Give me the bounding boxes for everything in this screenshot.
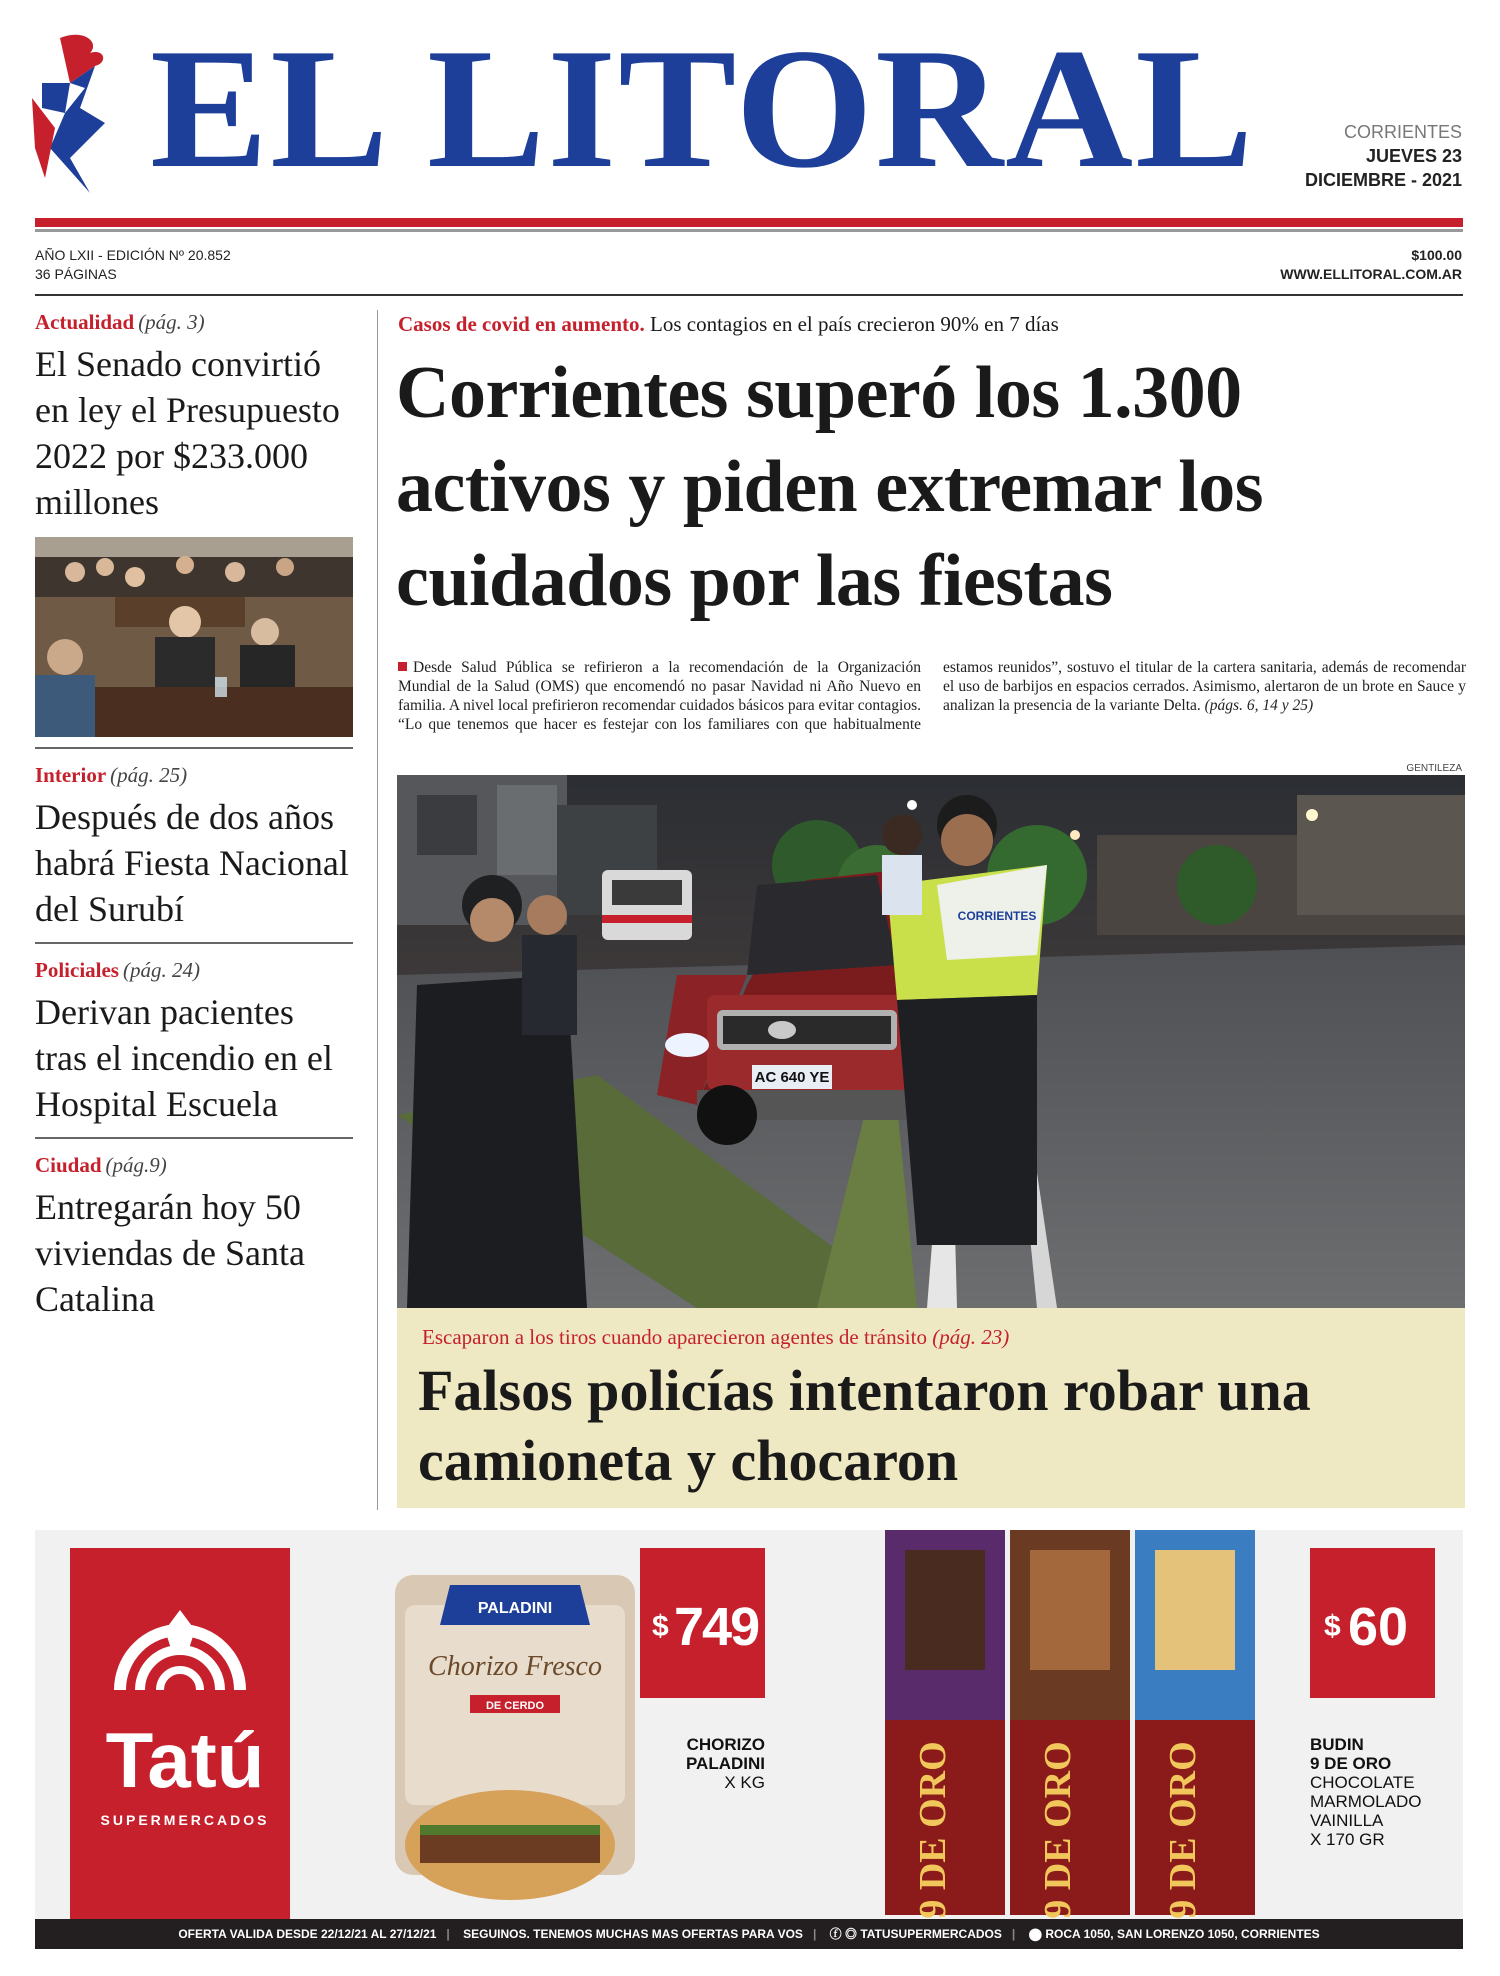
header-divider: [35, 294, 1463, 296]
left-column: [35, 310, 353, 1346]
body-page-ref: (págs. 6, 14 y 25): [1204, 697, 1314, 714]
weekday: JUEVES 23: [1365, 146, 1462, 166]
ad-social: TATUSUPERMERCADOS: [860, 1927, 1002, 1941]
tatu-brand: Tatú: [105, 1716, 265, 1804]
social-icon: ⓕ ◎: [829, 1927, 857, 1941]
package-brand: PALADINI: [477, 1600, 553, 1617]
section-label: Ciudad (pág.9): [35, 1153, 167, 1177]
el-litoral-logo-mark: [30, 28, 110, 203]
tatu-ad[interactable]: [35, 1530, 1463, 1948]
chorizo-package-image: [390, 1545, 640, 1915]
main-headline[interactable]: Corrientes superó los 1.300 activos y piden extremar los cuidados por las fiestas: [396, 352, 1264, 622]
left-story-interior[interactable]: [35, 763, 353, 944]
left-story-ciudad[interactable]: [35, 1153, 353, 1332]
package-brand-1: 9 DE ORO: [912, 1741, 954, 1919]
city: CORRIENTES: [1343, 122, 1462, 142]
budin-packages-image: [880, 1530, 1300, 1920]
price-tag-chorizo: $ 749: [640, 1548, 765, 1698]
sub-kicker: Escaparon a los tiros cuando aparecieron agentes de tránsito (pág. 23): [422, 1325, 1010, 1349]
bullet-icon: [398, 662, 407, 671]
edition-info: [35, 246, 231, 284]
main-body: Desde Salud Pública se refirieron a la recomendación de la Organización Mundial de la Salud (OMS) que encomendó no pasar Navidad ni Año Nuevo en familia. A nivel local prefirieron recomendar cuidados básicos para evitar contagios. “Lo que tenemos que hacer es festejar con los familiares con que habitualmente estamos reunidos”, sostuvo el titular de la cartera sanitaria, además de recomendar el uso de barbijos en espacios cerrados. Asimismo, alertaron de un brote en Sauce y analizan la presencia de la variante Delta. (págs. 6, 14 y 25): [398, 659, 1466, 733]
price-tag-budin: $ 60: [1310, 1548, 1435, 1698]
ad-validity: OFERTA VALIDA DESDE 22/12/21 AL 27/12/21: [178, 1927, 437, 1941]
price-info: [1280, 246, 1462, 284]
senate-photo: [35, 537, 353, 737]
ad-footer: OFERTA VALIDA DESDE 22/12/21 AL 27/12/21 | SEGUINOS. TENEMOS MUCHAS MAS OFERTAS PARA VOS | ⓕ ◎ TATUSUPERMERCADOS | ⬤ ROCA 1050, SAN LORENZO 1050, CORRIENTES: [35, 1919, 1463, 1949]
masthead-title: EL LITORAL: [150, 14, 1256, 204]
story-headline[interactable]: El Senado convirtió en ley el Presupuesto 2022 por $233.000 millones: [35, 344, 340, 522]
story-headline[interactable]: Después de dos años habrá Fiesta Nacional del Surubí: [35, 797, 349, 929]
masthead-red-rule: [35, 218, 1463, 227]
package-sub: DE CERDO: [485, 1700, 545, 1712]
armadillo-icon: [105, 1590, 255, 1700]
story-headline[interactable]: Derivan pacientes tras el incendio en el Hospital Escuela: [35, 992, 333, 1124]
license-plate: AC 640 YE: [754, 1069, 830, 1086]
tatu-brand-sub: SUPERMERCADOS: [100, 1812, 270, 1828]
left-story-actualidad[interactable]: [35, 310, 353, 749]
vest-logo-text: CORRIENTES: [957, 909, 1037, 923]
ad-more-offers: SEGUINOS. TENEMOS MUCHAS MAS OFERTAS PARA VOS: [463, 1927, 803, 1941]
column-divider: [377, 310, 378, 1510]
ad-address: ROCA 1050, SAN LORENZO 1050, CORRIENTES: [1045, 1927, 1320, 1941]
location-pin-icon: ⬤: [1028, 1927, 1043, 1941]
date: DICIEMBRE - 2021: [1304, 170, 1462, 190]
section-label: Interior (pág. 25): [35, 763, 188, 787]
chorizo-label: CHORIZO PALADINI X KG: [685, 1735, 765, 1792]
package-brand-3: 9 DE ORO: [1162, 1741, 1204, 1919]
sub-headline[interactable]: Falsos policías intentaron robar una camioneta y chocaron: [418, 1358, 1311, 1493]
cover-price: $100.00: [1411, 247, 1462, 263]
website: WWW.ELLITORAL.COM.AR: [1280, 266, 1462, 282]
budin-label: BUDIN 9 DE ORO CHOCOLATE MARMOLADO VAINILLA X 170 GR: [1310, 1735, 1422, 1849]
page-count: 36 PÁGINAS: [35, 266, 117, 282]
edition-number: AÑO LXII - EDICIÓN Nº 20.852: [35, 247, 231, 263]
date-block: [1305, 120, 1462, 192]
package-brand-2: 9 DE ORO: [1037, 1741, 1079, 1919]
main-kicker: Casos de covid en aumento. Los contagios en el país crecieron 90% en 7 días: [398, 312, 1059, 336]
story-headline[interactable]: Entregarán hoy 50 viviendas de Santa Catalina: [35, 1187, 305, 1319]
section-label: Policiales (pág. 24): [35, 958, 200, 982]
masthead-grey-rule: [35, 229, 1463, 232]
main-photo: [397, 775, 1465, 1308]
left-story-policiales[interactable]: [35, 958, 353, 1139]
section-label: Actualidad (pág. 3): [35, 310, 205, 334]
package-name: Chorizo Fresco: [428, 1651, 602, 1682]
photo-credit: GENTILEZA: [1406, 763, 1462, 774]
